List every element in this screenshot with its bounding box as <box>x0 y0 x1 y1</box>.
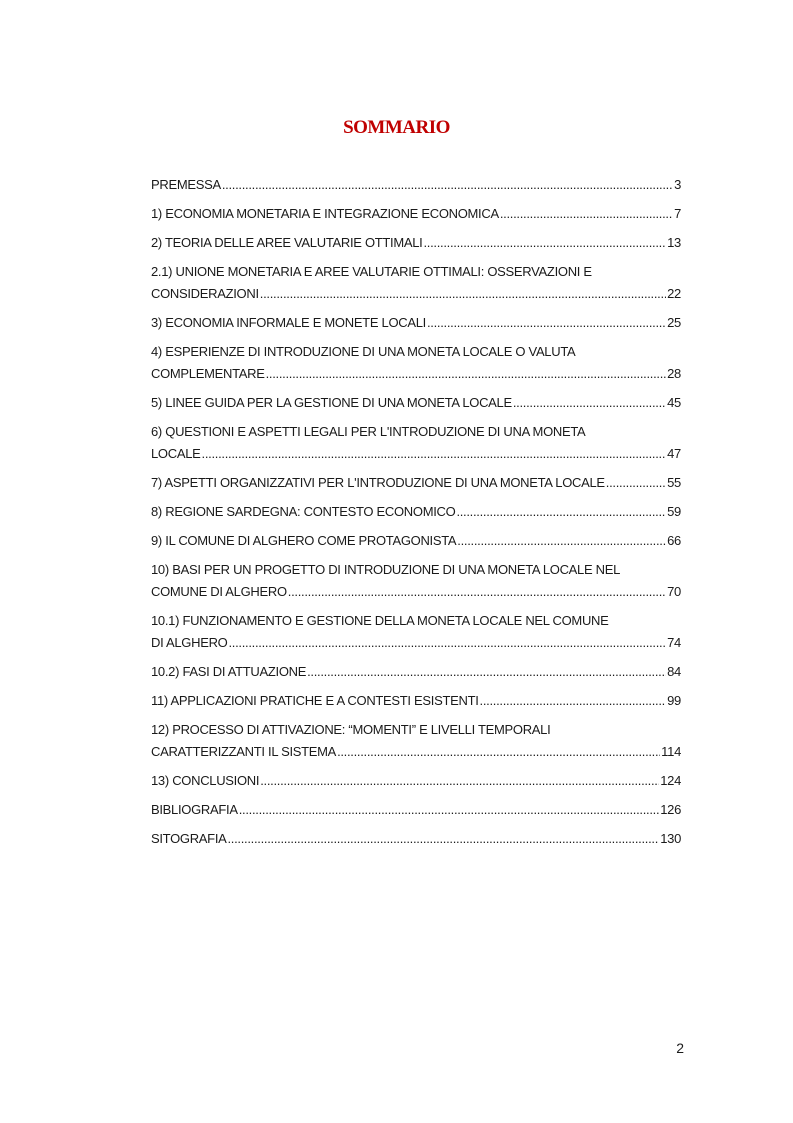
toc-entry-page: 28 <box>667 366 681 381</box>
toc-entry-title: BIBLIOGRAFIA <box>151 802 238 817</box>
toc-entry-title: CONSIDERAZIONI <box>151 286 259 301</box>
toc-entry-page: 124 <box>660 773 681 788</box>
toc-leader-dots <box>239 799 660 821</box>
toc-leader-dots <box>513 392 666 414</box>
toc-entry-line <box>151 203 681 225</box>
toc-entry-line <box>151 392 681 414</box>
toc-entry-line <box>151 741 681 763</box>
toc-entry[interactable] <box>151 501 681 523</box>
toc-entry-title: 10.2) FASI DI ATTUAZIONE <box>151 664 307 679</box>
toc-entry-title: DI ALGHERO <box>151 635 228 650</box>
toc-entry-line <box>151 799 681 821</box>
toc-entry[interactable] <box>151 661 681 683</box>
toc-title: SOMMARIO <box>343 117 450 138</box>
toc-entry[interactable] <box>151 770 681 792</box>
toc-entry-page: 55 <box>667 475 681 490</box>
toc-entry-title: 13) CONCLUSIONI <box>151 773 260 788</box>
toc-entry-line <box>151 581 681 603</box>
toc-leader-dots <box>202 443 667 465</box>
toc-leader-dots <box>266 363 667 385</box>
toc-entry-title: 10) BASI PER UN PROGETTO DI INTRODUZIONE DI UNA MONETA LOCALE NEL <box>151 562 621 577</box>
toc-entry-title: 11) APPLICAZIONI PRATICHE E A CONTESTI ESISTENTI <box>151 693 479 708</box>
toc-entry-line <box>151 828 681 850</box>
toc-entry-title: 8) REGIONE SARDEGNA: CONTESTO ECONOMICO <box>151 504 456 519</box>
toc-entry[interactable] <box>151 559 681 603</box>
toc-entry[interactable] <box>151 392 681 414</box>
toc-entry-title: 10.1) FUNZIONAMENTO E GESTIONE DELLA MONETA LOCALE NEL COMUNE <box>151 613 609 628</box>
toc-entry-page: 99 <box>667 693 681 708</box>
toc-entry-line <box>151 632 681 654</box>
toc-entry-title: 4) ESPERIENZE DI INTRODUZIONE DI UNA MONETA LOCALE O VALUTA <box>151 344 576 359</box>
toc-entry-line <box>151 472 681 494</box>
toc-leader-dots <box>606 472 666 494</box>
toc-entry-title: 3) ECONOMIA INFORMALE E MONETE LOCALI <box>151 315 426 330</box>
toc-entry-title: 2.1) UNIONE MONETARIA E AREE VALUTARIE OTTIMALI: OSSERVAZIONI E <box>151 264 592 279</box>
toc-entry-title: LOCALE <box>151 446 201 461</box>
toc-entry-title: 5) LINEE GUIDA PER LA GESTIONE DI UNA MONETA LOCALE <box>151 395 512 410</box>
toc-entry[interactable] <box>151 261 681 305</box>
toc-entry-line <box>151 283 681 305</box>
toc-leader-dots <box>228 632 666 654</box>
toc-entry[interactable] <box>151 828 681 850</box>
toc-entry-page: 45 <box>667 395 681 410</box>
toc-leader-dots <box>457 530 666 552</box>
toc-entry-title: COMPLEMENTARE <box>151 366 265 381</box>
toc-entry-line <box>151 312 681 334</box>
toc-entry[interactable] <box>151 232 681 254</box>
toc-entry[interactable] <box>151 799 681 821</box>
toc-entry[interactable] <box>151 203 681 225</box>
toc-entry-line <box>151 501 681 523</box>
toc-entry-line <box>151 443 681 465</box>
toc-entry-line <box>151 174 681 196</box>
toc-entry-page: 47 <box>667 446 681 461</box>
toc-entry-title: CARATTERIZZANTI IL SISTEMA <box>151 744 337 759</box>
toc-entry-page: 59 <box>667 504 681 519</box>
toc-entry-title: 2) TEORIA DELLE AREE VALUTARIE OTTIMALI <box>151 235 423 250</box>
toc-entry-line <box>151 363 681 385</box>
toc-entry-title: 6) QUESTIONI E ASPETTI LEGALI PER L'INTRODUZIONE DI UNA MONETA <box>151 424 586 439</box>
toc-leader-dots <box>456 501 666 523</box>
toc-entry-page: 74 <box>667 635 681 650</box>
toc-entry-line <box>151 690 681 712</box>
toc-entry-page: 70 <box>667 584 681 599</box>
toc-leader-dots <box>427 312 666 334</box>
toc-entry[interactable] <box>151 472 681 494</box>
toc-leader-dots <box>260 283 666 305</box>
toc-entry-page: 114 <box>661 744 681 759</box>
toc-entry-page: 126 <box>660 802 681 817</box>
toc-leader-dots <box>228 828 660 850</box>
toc-entry-line <box>151 661 681 683</box>
toc-entry[interactable] <box>151 719 681 763</box>
table-of-contents <box>151 174 681 857</box>
toc-entry-title: PREMESSA <box>151 177 221 192</box>
toc-entry[interactable] <box>151 174 681 196</box>
toc-entry-title: 12) PROCESSO DI ATTIVAZIONE: “MOMENTI” E LIVELLI TEMPORALI <box>151 722 551 737</box>
toc-entry[interactable] <box>151 610 681 654</box>
toc-leader-dots <box>424 232 667 254</box>
toc-entry-title: SITOGRAFIA <box>151 831 227 846</box>
toc-entry-page: 22 <box>667 286 681 301</box>
page-number: 2 <box>676 1040 684 1056</box>
toc-entry-title: 7) ASPETTI ORGANIZZATIVI PER L'INTRODUZIONE DI UNA MONETA LOCALE <box>151 475 605 490</box>
toc-entry[interactable] <box>151 690 681 712</box>
toc-leader-dots <box>500 203 673 225</box>
toc-leader-dots <box>337 741 660 763</box>
toc-leader-dots <box>222 174 673 196</box>
toc-leader-dots <box>288 581 666 603</box>
toc-entry-title: 9) IL COMUNE DI ALGHERO COME PROTAGONISTA <box>151 533 457 548</box>
toc-entry-page: 7 <box>674 206 681 221</box>
toc-entry-title: 1) ECONOMIA MONETARIA E INTEGRAZIONE ECONOMICA <box>151 206 499 221</box>
toc-leader-dots <box>260 770 659 792</box>
toc-entry-line <box>151 232 681 254</box>
toc-entry-page: 66 <box>667 533 681 548</box>
toc-entry-page: 84 <box>667 664 681 679</box>
toc-entry[interactable] <box>151 421 681 465</box>
toc-entry[interactable] <box>151 341 681 385</box>
toc-entry-line <box>151 530 681 552</box>
toc-entry-page: 130 <box>660 831 681 846</box>
toc-leader-dots <box>480 690 667 712</box>
toc-entry-page: 13 <box>667 235 681 250</box>
toc-leader-dots <box>307 661 666 683</box>
toc-entry-title: COMUNE DI ALGHERO <box>151 584 287 599</box>
toc-entry-page: 3 <box>674 177 681 192</box>
toc-entry[interactable] <box>151 530 681 552</box>
toc-entry[interactable] <box>151 312 681 334</box>
toc-entry-page: 25 <box>667 315 681 330</box>
toc-entry-line <box>151 770 681 792</box>
